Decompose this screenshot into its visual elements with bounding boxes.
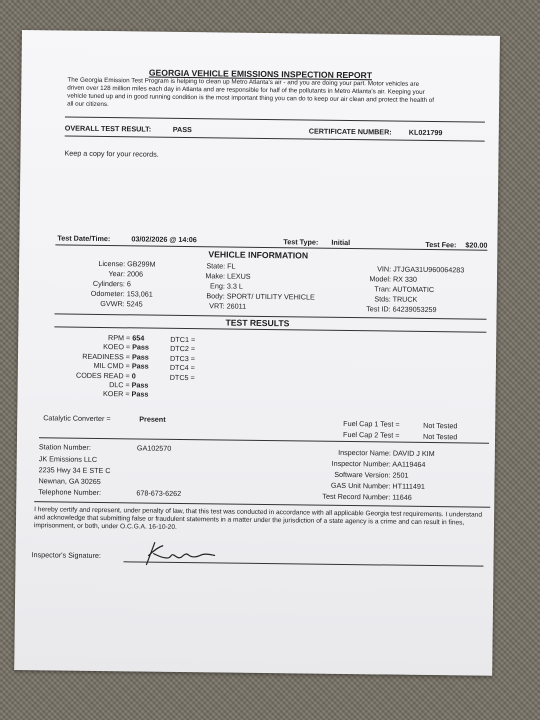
vehicle-field: Make: LEXUS — [205, 271, 251, 281]
dtc-row: DTC4 = — [169, 363, 195, 373]
inspector-signature — [140, 539, 218, 566]
station-phone-label: Telephone Number: — [38, 487, 102, 498]
vehicle-field: GVWR: 5245 — [100, 298, 143, 309]
fuel-cap2-value: Not Tested — [423, 431, 458, 442]
certification-statement: I hereby certify and represent, under penalty of law, that this test was conducted in accordance with all applicable Georgia test requirements. I understand and acknowledge that submitting false or fraudulent statements in a matter under the jurisdiction of a state agency is a crime and can result in fines, imprisonment, or both, under O.C.G.A. 16-10-20. — [33, 506, 483, 532]
vehicle-field: License: GB299M — [98, 258, 156, 269]
vehicle-field: Tran: AUTOMATIC — [374, 284, 435, 295]
result-row: KOEO = Pass — [103, 342, 149, 352]
test-results-heading: TEST RESULTS — [225, 317, 290, 329]
vehicle-field: Body: SPORT/ UTILITY VEHICLE — [206, 291, 315, 302]
divider — [39, 437, 489, 443]
vehicle-field: VIN: JTJGA31U960064283 — [377, 264, 465, 275]
test-fee-value: $20.00 — [465, 240, 488, 250]
vehicle-col3 — [347, 264, 465, 315]
test-date-value: 03/02/2026 @ 14:06 — [131, 234, 197, 245]
dtc-row: DTC3 = — [169, 353, 196, 363]
result-row: DLC = Pass — [109, 380, 149, 390]
test-fee-label: Test Fee: — [425, 239, 457, 250]
station-address-line2: Newnan, GA 30265 — [38, 476, 101, 486]
fuel-cap2-label: Fuel Cap 2 Test = — [343, 429, 400, 440]
vehicle-field: VRT: 26011 — [209, 301, 247, 311]
vehicle-col2 — [189, 261, 316, 313]
overall-result-value: PASS — [172, 124, 192, 135]
inspector-field: Software Version: 2501 — [334, 469, 409, 480]
keep-copy-note: Keep a copy for your records. — [64, 148, 159, 159]
vehicle-field: Year: 2006 — [108, 269, 144, 279]
catalytic-converter-value: Present — [139, 414, 166, 424]
vehicle-info-heading: VEHICLE INFORMATION — [208, 249, 309, 261]
station-phone-value: 678-673-6262 — [136, 488, 182, 498]
certificate-number-value: KL021799 — [408, 127, 443, 138]
vehicle-field: Stds: TRUCK — [374, 294, 418, 304]
vehicle-field: Eng: 3.3 L — [210, 281, 243, 291]
vehicle-field: Model: RX 330 — [369, 274, 418, 284]
dtc-row: DTC1 = — [170, 334, 196, 345]
dtc-list — [170, 335, 196, 382]
inspector-block — [296, 446, 434, 503]
fuel-cap1-value: Not Tested — [423, 420, 458, 431]
test-results-list — [46, 332, 150, 399]
result-row: KOER = Pass — [102, 389, 149, 400]
intro-paragraph: The Georgia Emission Test Program is helping to clean up Metro Atlanta's air - and you are doing your part. Motor vehicles are driven over 128 million miles each day in Atlanta and are responsible for half of the pollutants in Metro Atlanta's air. Keeping your vehicle tuned up and in good running condition is the most important thing you can do to keep our air clean and protect the health of all our citizens. — [67, 76, 435, 109]
inspector-field: Inspector Number: AA119464 — [331, 458, 426, 469]
vehicle-col1 — [59, 258, 156, 309]
inspector-signature-label: Inspector's Signature: — [31, 550, 101, 561]
test-type-label: Test Type: — [283, 237, 319, 247]
catalytic-converter-label: Catalytic Converter = — [43, 413, 111, 424]
result-row: READINESS = Pass — [82, 351, 149, 362]
result-row: CODES READ = 0 — [76, 370, 136, 381]
inspector-field: Test Record Number: 11646 — [322, 491, 412, 502]
test-date-label: Test Date/Time: — [57, 233, 111, 244]
certificate-number-label: CERTIFICATE NUMBER: — [308, 126, 392, 137]
vehicle-field: Test ID: 64239053259 — [366, 304, 437, 315]
station-name: JK Emissions LLC — [38, 454, 98, 464]
overall-result-label: OVERALL TEST RESULT: — [64, 123, 152, 134]
station-number-value: GA102570 — [136, 443, 172, 453]
result-row: RPM = 654 — [108, 333, 145, 343]
vehicle-field: Cylinders: 6 — [92, 278, 131, 289]
vehicle-field: Odometer: 153,061 — [90, 288, 153, 299]
report-title: GEORGIA VEHICLE EMISSIONS INSPECTION REPORT — [148, 67, 373, 81]
inspector-field: Inspector Name: DAVID J KIM — [338, 447, 435, 459]
station-address-line1: 2235 Hwy 34 E STE C — [38, 465, 111, 476]
test-type-value: Initial — [331, 237, 351, 248]
divider — [65, 117, 485, 123]
dtc-row: DTC5 = — [169, 372, 195, 382]
result-row: MIL CMD = Pass — [93, 361, 149, 371]
emissions-report-paper — [14, 30, 500, 676]
inspector-field: GAS Unit Number: HT111491 — [330, 480, 426, 491]
dtc-row: DTC2 = — [170, 344, 196, 354]
vehicle-field: State: FL — [206, 261, 236, 271]
station-number-label: Station Number: — [38, 442, 91, 452]
fuel-cap1-label: Fuel Cap 1 Test = — [343, 418, 400, 429]
